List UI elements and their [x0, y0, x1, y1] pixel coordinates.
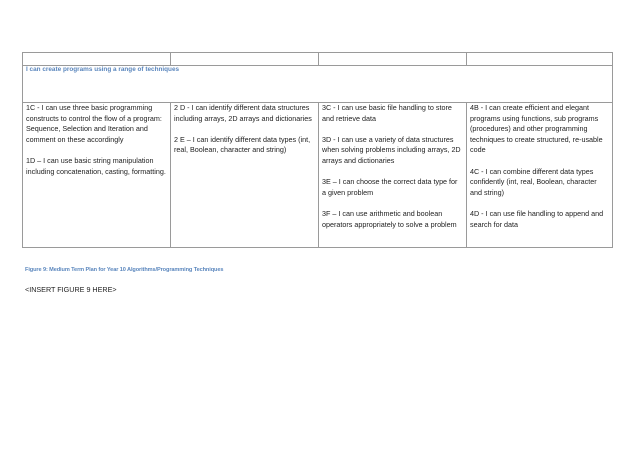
objective-1c: 1C - I can use three basic programming constructs to control the flow of a program: Sequence, Selection and Iteration and comment on these accordingly: [26, 103, 162, 144]
objective-4b: 4B - I can create efficient and elegant programs using functions, sub programs (procedures) and other programming techniques to create structured, re-usable code: [470, 103, 603, 155]
figure-placeholder: <INSERT FIGURE 9 HERE>: [25, 285, 117, 294]
table-content-row: [23, 103, 613, 248]
objective-1d: 1D – I can use basic string manipulation including concatenation, casting, formatting.: [26, 155, 166, 176]
table-cell: [171, 53, 319, 66]
objective-2e: 2 E – I can identify different data types (int, real, Boolean, character and string): [174, 134, 311, 155]
column-4-cell: [467, 103, 613, 248]
objective-4c: 4C - I can combine different data types confidently (int, real, Boolean, character and string): [470, 166, 597, 197]
objective-3e: 3E – I can choose the correct data type for a given problem: [322, 177, 458, 197]
table-header-row: [23, 66, 613, 103]
table-cell: [23, 53, 171, 66]
table-cell: [467, 53, 613, 66]
objective-3c: 3C - I can use basic file handling to store and retrieve data: [322, 103, 452, 123]
table-cell: [319, 53, 467, 66]
table-spacer-row: [23, 53, 613, 66]
objective-4d: 4D - I can use file handling to append and search for data: [470, 208, 604, 229]
objective-3d: 3D - I can use a variety of data structures when solving problems including arrays, 2D arrays and dictionaries: [322, 134, 461, 165]
figure-caption: Figure 9: Medium Term Plan for Year 10 Algorithms/Programming Techniques: [25, 267, 224, 273]
column-2-cell: [171, 103, 319, 248]
objective-3f: 3F – I can use arithmetic and boolean operators appropriately to solve a problem: [322, 208, 457, 229]
column-1-cell: [23, 103, 171, 248]
objective-2d: 2 D - I can identify different data structures including arrays, 2D arrays and dictionaries: [174, 103, 312, 123]
table-header: I can create programs using a range of techniques: [23, 66, 613, 103]
medium-term-plan-table: [22, 52, 613, 248]
column-3-cell: [319, 103, 467, 248]
